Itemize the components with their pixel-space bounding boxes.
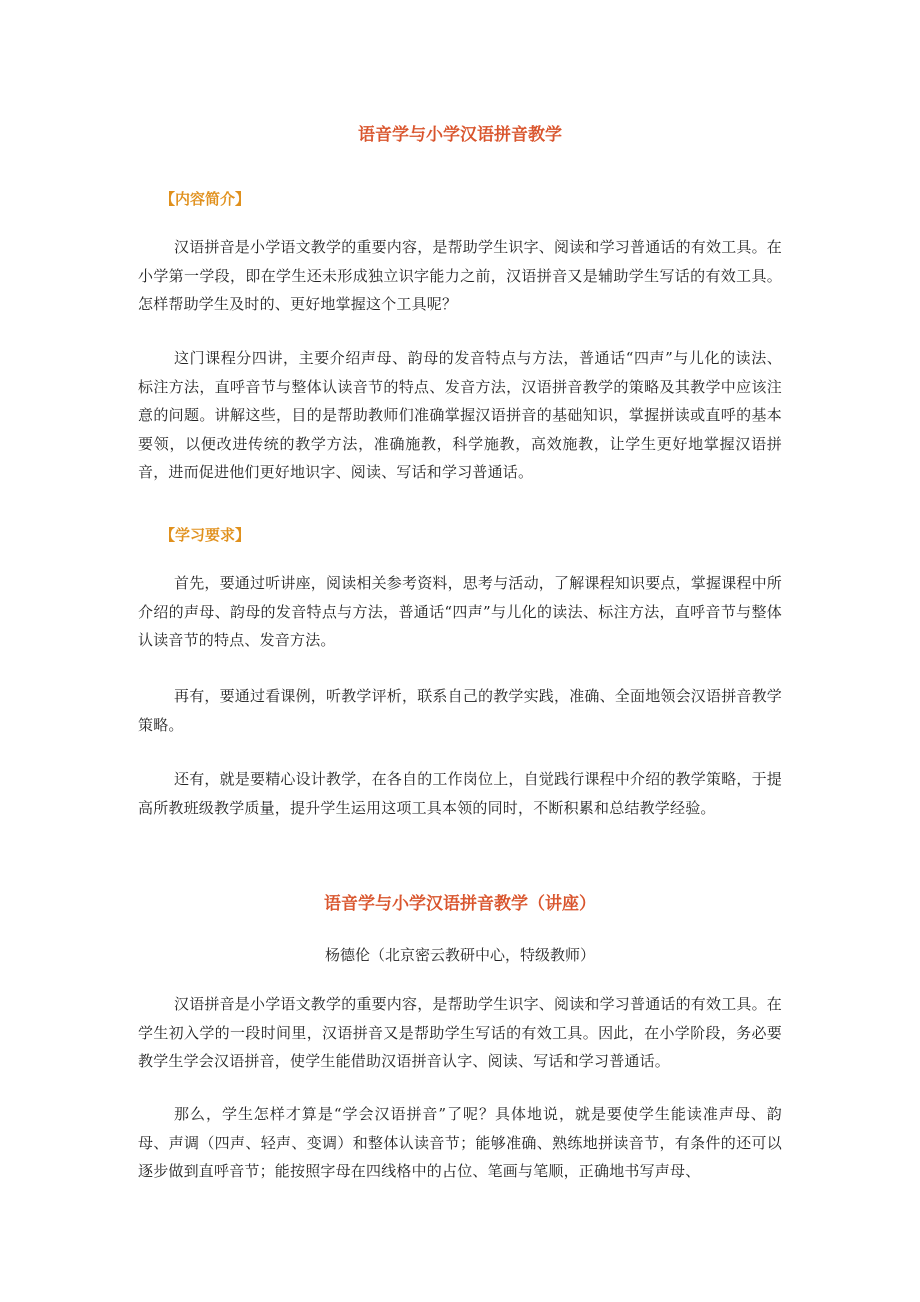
lecture-paragraph-2: 那么，学生怎样才算是“学会汉语拼音”了呢？具体地说，就是要使学生能读准声母、韵母、声调（四声、轻声、变调）和整体认读音节；能够准确、熟练地拼读音节，有条件的还可以逐步做到直呼音节；能按照字母在四线格中的占位、笔画与笔顺，正确地书写声母、 [138, 1105, 782, 1180]
section-heading-requirements: 【学习要求】 [160, 526, 251, 544]
document-title: 语音学与小学汉语拼音教学 [358, 125, 562, 145]
lecture-paragraph-1: 汉语拼音是小学语文教学的重要内容，是帮助学生识字、阅读和学习普通话的有效工具。在学生初入学的一段时间里，汉语拼音又是帮助学生写话的有效工具。因此，在小学阶段，务必要教学生学会汉语拼音，使学生能借助汉语拼音认字、阅读、写话和学习普通话。 [138, 995, 783, 1070]
requirements-paragraph-1: 首先，要通过听讲座，阅读相关参考资料，思考与活动，了解课程知识要点，掌握课程中所介绍的声母、韵母的发音特点与方法，普通话“四声”与儿化的读法、标注方法，直呼音节与整体认读音节的特点、发音方法。 [138, 574, 783, 649]
requirements-paragraph-3: 还有，就是要精心设计教学，在各自的工作岗位上，自觉践行课程中介绍的教学策略，于提高所教班级教学质量，提升学生运用这项工具本领的同时，不断积累和总结教学经验。 [138, 770, 783, 817]
intro-paragraph-2: 这门课程分四讲，主要介绍声母、韵母的发音特点与方法，普通话“四声”与儿化的读法、标注方法，直呼音节与整体认读音节的特点、发音方法，汉语拼音教学的策略及其教学中应该注意的问题。讲解这些，目的是帮助教师们准确掌握汉语拼音的基础知识，掌握拼读或直呼的基本要领，以便改进传统的教学方法，准确施教，科学施教，高效施教，让学生更好地掌握汉语拼音，进而促进他们更好地识字、阅读、写话和学习普通话。 [138, 349, 782, 481]
section-heading-intro: 【内容简介】 [160, 190, 251, 208]
lecture-title: 语音学与小学汉语拼音教学（讲座） [324, 894, 596, 914]
requirements-paragraph-2: 再有，要通过看课例，听教学评析，联系自己的教学实践，准确、全面地领会汉语拼音教学策略。 [138, 687, 783, 734]
lecture-author: 杨德伦（北京密云教研中心，特级教师） [324, 946, 595, 964]
intro-paragraph-1: 汉语拼音是小学语文教学的重要内容，是帮助学生识字、阅读和学习普通话的有效工具。在小学第一学段，即在学生还未形成独立识字能力之前，汉语拼音又是辅助学生写话的有效工具。怎样帮助学生及时的、更好地掌握这个工具呢？ [138, 238, 783, 313]
